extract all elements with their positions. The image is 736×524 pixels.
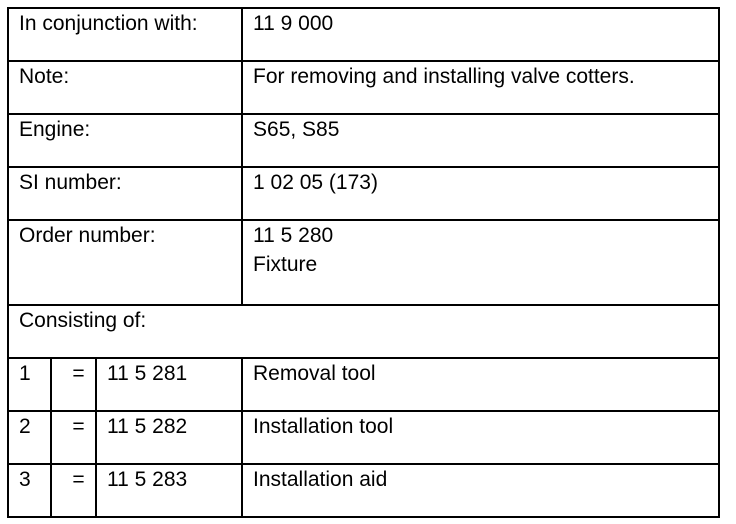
row-consisting-of (8, 305, 719, 358)
row-note (8, 61, 719, 114)
value-note: For removing and installing valve cotters. (242, 61, 719, 114)
label-in-conjunction-with: In conjunction with: (8, 8, 242, 61)
order-number-description: Fixture (253, 253, 318, 276)
part-equals: = (51, 464, 96, 517)
part-index: 1 (8, 358, 51, 411)
part-number: 11 5 281 (96, 358, 242, 411)
value-in-conjunction-with: 11 9 000 (242, 8, 719, 61)
part-number: 11 5 283 (96, 464, 242, 517)
row-engine (8, 114, 719, 167)
part-name: Removal tool (242, 358, 719, 411)
part-equals: = (51, 411, 96, 464)
tool-spec-table (7, 7, 720, 518)
part-equals: = (51, 358, 96, 411)
label-order-number: Order number: (8, 220, 242, 305)
part-row (8, 411, 719, 464)
row-order-number (8, 220, 719, 305)
part-index: 3 (8, 464, 51, 517)
part-number: 11 5 282 (96, 411, 242, 464)
row-in-conjunction-with (8, 8, 719, 61)
value-si-number: 1 02 05 (173) (242, 167, 719, 220)
label-engine: Engine: (8, 114, 242, 167)
row-si-number (8, 167, 719, 220)
part-row (8, 464, 719, 517)
part-row (8, 358, 719, 411)
label-si-number: SI number: (8, 167, 242, 220)
part-name: Installation tool (242, 411, 719, 464)
value-engine: S65, S85 (242, 114, 719, 167)
part-index: 2 (8, 411, 51, 464)
order-number-value: 11 5 280 (253, 224, 334, 247)
label-consisting-of: Consisting of: (8, 305, 719, 358)
value-order-number (242, 220, 719, 305)
label-note: Note: (8, 61, 242, 114)
part-name: Installation aid (242, 464, 719, 517)
